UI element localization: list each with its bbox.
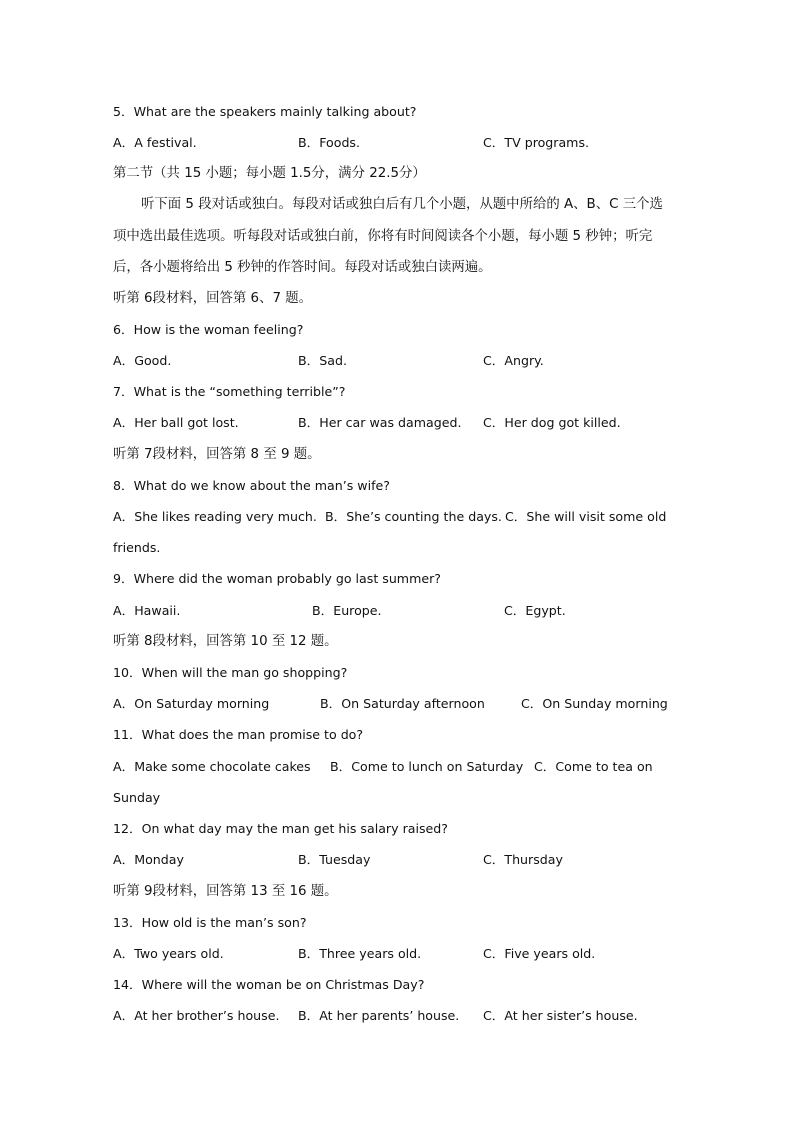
q8-option-b: B．She’s counting the days. bbox=[325, 509, 502, 524]
q8-option-c-continued: friends. bbox=[113, 540, 161, 555]
material-6-heading: 听第 6段材料，回答第 6、7 题。 bbox=[113, 291, 313, 306]
q6-option-c: C．Angry. bbox=[483, 353, 544, 368]
material-7-heading: 听第 7段材料，回答第 8 至 9 题。 bbox=[113, 447, 321, 462]
q6-option-b: B．Sad. bbox=[298, 353, 347, 368]
material-9-heading: 听第 9段材料，回答第 13 至 16 题。 bbox=[113, 884, 338, 899]
material-8-heading: 听第 8段材料，回答第 10 至 12 题。 bbox=[113, 634, 338, 649]
q9-option-a: A．Hawaii. bbox=[113, 603, 181, 618]
q6-option-a: A．Good. bbox=[113, 353, 172, 368]
q13-option-a: A．Two years old. bbox=[113, 946, 224, 961]
q5-option-c: C．TV programs. bbox=[483, 135, 590, 150]
question-10: 10．When will the man go shopping? bbox=[113, 665, 348, 680]
question-12: 12．On what day may the man get his salary raised? bbox=[113, 821, 448, 836]
q13-option-b: B．Three years old. bbox=[298, 946, 422, 961]
q7-option-a: A．Her ball got lost. bbox=[113, 415, 239, 430]
question-8: 8．What do we know about the man’s wife? bbox=[113, 478, 390, 493]
q14-option-a: A．At her brother’s house. bbox=[113, 1008, 280, 1023]
q12-option-c: C．Thursday bbox=[483, 852, 563, 867]
question-7: 7．What is the “something terrible”? bbox=[113, 384, 346, 399]
q5-option-b: B．Foods. bbox=[298, 135, 360, 150]
q9-option-c: C．Egypt. bbox=[504, 603, 566, 618]
q8-option-c: C．She will visit some old bbox=[505, 509, 667, 524]
q14-option-b: B．At her parents’ house. bbox=[298, 1008, 460, 1023]
q12-option-a: A．Monday bbox=[113, 852, 184, 867]
q12-option-b: B．Tuesday bbox=[298, 852, 371, 867]
q11-option-c: C．Come to tea on bbox=[534, 759, 653, 774]
instructions-line-3: 后，各小题将给出 5 秒钟的作答时间。每段对话或独白读两遍。 bbox=[113, 260, 492, 275]
q11-option-b: B．Come to lunch on Saturday bbox=[330, 759, 524, 774]
q13-option-c: C．Five years old. bbox=[483, 946, 596, 961]
question-9: 9．Where did the woman probably go last summer? bbox=[113, 571, 441, 586]
question-6: 6．How is the woman feeling? bbox=[113, 322, 304, 337]
q9-option-b: B．Europe. bbox=[312, 603, 382, 618]
q8-option-a: A．She likes reading very much. bbox=[113, 509, 317, 524]
instructions-line-2: 项中选出最佳选项。听每段对话或独白前，你将有时间阅读各个小题，每小题 5 秒钟；听完 bbox=[113, 229, 653, 244]
q11-option-c-continued: Sunday bbox=[113, 790, 161, 805]
q7-option-c: C．Her dog got killed. bbox=[483, 415, 621, 430]
q5-option-a: A．A festival. bbox=[113, 135, 197, 150]
q10-option-a: A．On Saturday morning bbox=[113, 696, 270, 711]
q7-option-b: B．Her car was damaged. bbox=[298, 415, 462, 430]
question-13: 13．How old is the man’s son? bbox=[113, 915, 307, 930]
question-5: 5．What are the speakers mainly talking about? bbox=[113, 104, 417, 119]
question-11: 11．What does the man promise to do? bbox=[113, 727, 364, 742]
question-14: 14．Where will the woman be on Christmas Day? bbox=[113, 977, 425, 992]
q10-option-b: B．On Saturday afternoon bbox=[320, 696, 485, 711]
instructions-line-1: 听下面 5 段对话或独白。每段对话或独白后有几个小题，从题中所给的 A、B、C 三个选 bbox=[141, 197, 663, 212]
q11-option-a: A．Make some chocolate cakes bbox=[113, 759, 311, 774]
q10-option-c: C．On Sunday morning bbox=[521, 696, 668, 711]
q14-option-c: C．At her sister’s house. bbox=[483, 1008, 638, 1023]
section-title: 第二节（共 15 小题；每小题 1.5分，满分 22.5分） bbox=[113, 166, 426, 181]
